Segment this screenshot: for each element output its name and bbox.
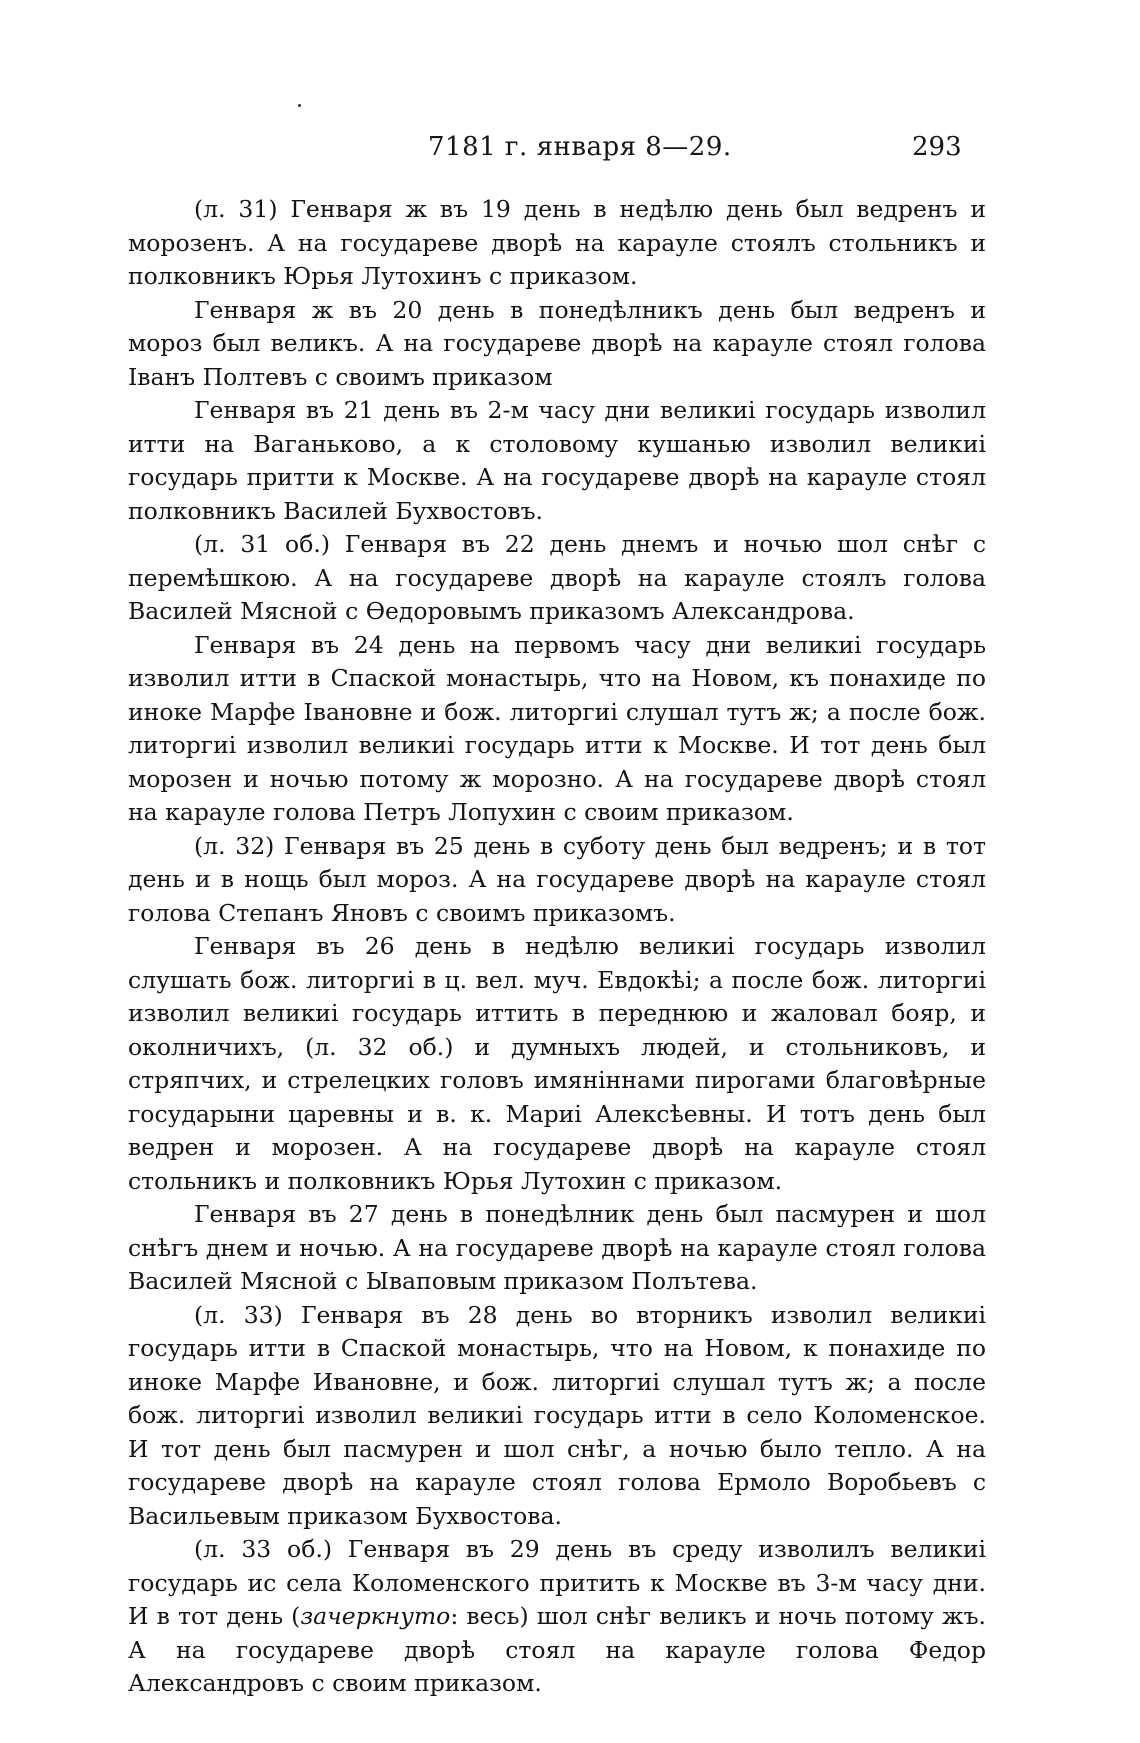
paragraph-jan-29-start: (л. 33 об.) Генваря въ 29 день въ среду изволилъ великиі государь ис села Коломенского притить к Москве въ 3-м часу дни. И в тот день ( (128, 1535, 986, 1630)
page-header (0, 132, 1140, 172)
paragraph-jan-21: Генваря въ 21 день въ 2-м часу дни великиі государь изволил итти на Ваганьково, а к столовому кушанью изволил великиі государь притти к Москве. А на государеве дворѣ на карауле стоял полковникъ Василей Бухвостовъ. (128, 396, 986, 525)
paragraph-jan-29 (128, 1533, 986, 1701)
paragraph-jan-28: (л. 33) Генваря въ 28 день во вторникъ изволил великиі государь итти в Спаской монастырь, что на Новом, к понахиде по иноке Марфе Ивановне, и бож. литоргиі слушал тутъ ж; а после бож. литоргиі изволил великиі государь итти в село Коломенское. И тот день был пасмурен и шол снѣг, а ночью было тепло. А на государеве дворѣ на карауле стоял голова Ермоло Воробьевъ с Васильевым приказом Бухвостова. (128, 1300, 986, 1530)
body-text (128, 193, 986, 1701)
paragraph-jan-25: (л. 32) Генваря въ 25 день в суботу день был ведренъ; и в тот день и в нощь был мороз. А на государеве дворѣ на карауле стоял голова Степанъ Яновъ с своимъ приказомъ. (128, 831, 986, 927)
paragraph-jan-19: (л. 31) Генваря ж въ 19 день в недѣлю день был ведренъ и морозенъ. А на государеве дворѣ на карауле стоялъ стольникъ и полковникъ Юрья Лутохинъ с приказом. (128, 195, 986, 290)
paragraph-jan-22: (л. 31 об.) Генваря въ 22 день днемъ и ночью шол снѣг с перемѣшкою. А на государеве дворѣ на карауле стоялъ голова Василей Мясной с Өедоровымъ приказомъ Александрова. (128, 530, 986, 625)
page-speck (298, 104, 301, 107)
paragraph-jan-24: Генваря въ 24 день на первомъ часу дни великиі государь изволил итти в Спаской монастырь, что на Новом, къ понахиде по иноке Марфе Івановне и бож. литоргиі слушал тутъ ж; а после бож. литоргиі изволил великиі государь итти к Москве. И тот день был морозен и ночью потому ж морозно. А на государеве дворѣ стоял на карауле голова Петръ Лопухин с своим приказом. (128, 630, 986, 826)
paragraph-jan-26: Генваря въ 26 день в недѣлю великиі государь изволил слушать бож. литоргиі в ц. вел. муч. Евдокѣі; а после бож. литоргиі изволил великиі государь иттить в переднюю и жаловал бояр, и околничихъ, (л. 32 об.) и думныхъ людей, и стольниковъ, и стряпчих, и стрелецких головъ имяніннами пирогами благовѣрные государыни царевны и в. к. Мариі Алексѣевны. И тотъ день был ведрен и морозен. А на государеве дворѣ на карауле стоял стольникъ и полковникъ Юрья Лутохин с приказом. (128, 932, 986, 1195)
page-number: 293 (912, 132, 962, 162)
paragraph-jan-20: Генваря ж въ 20 день в понедѣлникъ день был ведренъ и мороз был великъ. А на государеве дворѣ на карауле стоял голова Іванъ Полтевъ с своимъ приказом (128, 295, 986, 391)
running-title: 7181 г. января 8—29. (428, 132, 732, 162)
editorial-note-italic: зачеркнуто (300, 1602, 451, 1630)
paragraph-jan-27: Генваря въ 27 день в понедѣлник день был пасмурен и шол снѣгъ днем и ночью. А на государеве дворѣ на карауле стоял голова Василей Мясной с Ываповым приказом Полътева. (128, 1200, 986, 1295)
paragraph-jan-29-end: : весь) шол снѣг великъ и ночь потому жъ. А на государеве дворѣ стоял на карауле голова Федор Александровъ с своим приказом. (128, 1602, 986, 1697)
